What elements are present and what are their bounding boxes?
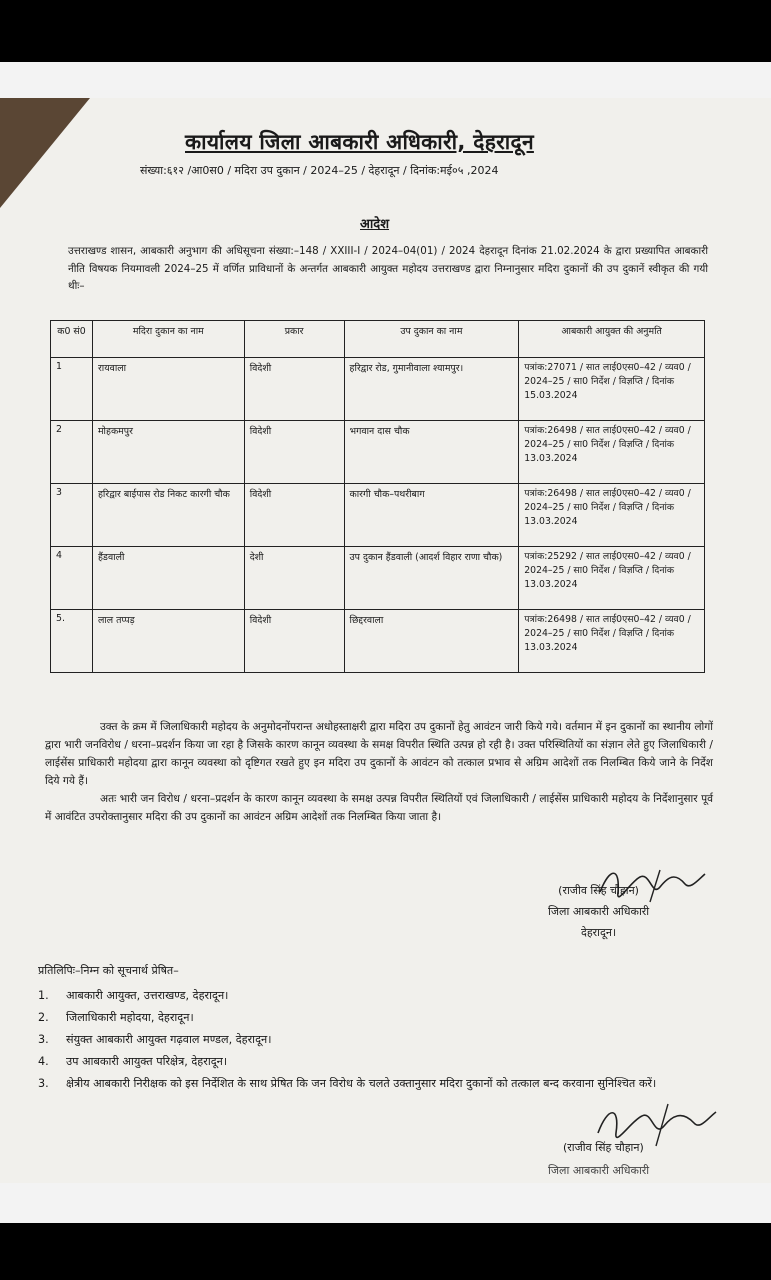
cell-type: विदेशी bbox=[244, 610, 344, 673]
cell-serial: 1 bbox=[51, 358, 93, 421]
intro-paragraph: उत्तराखण्ड शासन, आबकारी अनुभाग की अधिसूचना संख्या:–148 / XXIII-I / 2024–04(01) / 2024 देहरादून दिनांक 21.02.2024 के द्वारा प्रख्यापित आबकारी नीति विषयक नियमावली 2024–25 में वर्णित प्राविधानों के अन्तर्गत आबकारी आयुक्त महोदय उत्तराखण्ड द्वारा निम्नानुसार मदिरा दुकानों की उप दुकानें स्वीकृत की गयी थीः– bbox=[68, 245, 708, 292]
body-text bbox=[45, 718, 713, 826]
signatory-name-2: (राजीव सिंह चौहान) bbox=[563, 1141, 644, 1154]
signatory-place: देहरादून। bbox=[581, 926, 617, 939]
cell-type: विदेशी bbox=[244, 484, 344, 547]
cell-type: विदेशी bbox=[244, 358, 344, 421]
body-paragraph-1: उक्त के क्रम में जिलाधिकारी महोदय के अनुमोदनोंपरान्त अधोहस्ताक्षरी द्वारा मदिरा उप दुकानों हेतु आवंटन जारी किये गये। वर्तमान में इन दुकानों का स्थानीय लोगों द्वारा भारी जनविरोध / धरना–प्रदर्शन किया जा रहा है जिसके कारण कानून व्यवस्था के समक्ष विपरीत स्थिति उत्पन्न हो रही है। उक्त परिस्थितियों का संज्ञान लेते हुए जिलाधिकारी / लाईसेंस प्राधिकारी महोदया द्वारा कानून व्यवस्था को दृष्टिगत रखते हुए इन मदिरा उप दुकानों के आवंटन को तत्काल प्रभाव से अग्रिम आदेशों तक निलम्बित किये जाने के निर्देश दिये गये हैं। bbox=[45, 721, 713, 787]
signatory-name: (राजीव सिंह चौहान) bbox=[558, 884, 639, 897]
signatory-designation-2: जिला आबकारी अधिकारी bbox=[548, 1164, 650, 1177]
header-serial: क0 सं0 bbox=[51, 321, 93, 358]
signatory-designation: जिला आबकारी अधिकारी bbox=[548, 905, 650, 918]
cell-sub-shop: कारगी चौक–पथरीबाग bbox=[344, 484, 519, 547]
office-title: कार्यालय जिला आबकारी अधिकारी, देहरादून bbox=[185, 130, 534, 154]
cell-sub-shop: हरिद्वार रोड, गुमानीवाला श्यामपुर। bbox=[344, 358, 519, 421]
cell-sub-shop: उप दुकान हैंडवाली (आदर्श विहार राणा चौक) bbox=[344, 547, 519, 610]
top-margin bbox=[0, 62, 771, 100]
cell-serial: 5. bbox=[51, 610, 93, 673]
list-item: 3. संयुक्त आबकारी आयुक्त गढ़वाल मण्डल, देहरादून। bbox=[38, 1033, 272, 1046]
bottom-margin bbox=[0, 1183, 771, 1223]
cell-permission: पत्रांक:25292 / सात लाई0एस0–42 / व्यव0 / 2024–25 / सा0 निर्देश / विज्ञप्ति / दिनांक 13.03.2024 bbox=[519, 547, 705, 610]
cell-permission: पत्रांक:26498 / सात लाई0एस0–42 / व्यव0 / 2024–25 / सा0 निर्देश / विज्ञप्ति / दिनांक 13.03.2024 bbox=[519, 484, 705, 547]
copy-list bbox=[38, 985, 728, 1095]
desk-corner bbox=[0, 98, 90, 208]
cell-permission: पत्रांक:27071 / सात लाई0एस0–42 / व्यव0 / 2024–25 / सा0 निर्देश / विज्ञप्ति / दिनांक 15.03.2024 bbox=[519, 358, 705, 421]
cell-shop: लाल तप्पड़ bbox=[92, 610, 244, 673]
header-sub-shop-name: उप दुकान का नाम bbox=[344, 321, 519, 358]
cell-serial: 3 bbox=[51, 484, 93, 547]
cell-shop: मोहकमपुर bbox=[92, 421, 244, 484]
table-row bbox=[51, 421, 705, 484]
reference-number: संख्या:६१२ /आ0स0 / मदिरा उप दुकान / 2024–25 / देहरादून / दिनांक:मई०५ ,2024 bbox=[140, 164, 499, 177]
cell-type: विदेशी bbox=[244, 421, 344, 484]
cell-type: देशी bbox=[244, 547, 344, 610]
cell-sub-shop: छिद्दरवाला bbox=[344, 610, 519, 673]
cell-permission: पत्रांक:26498 / सात लाई0एस0–42 / व्यव0 / 2024–25 / सा0 निर्देश / विज्ञप्ति / दिनांक 13.03.2024 bbox=[519, 610, 705, 673]
cell-shop: हरिद्वार बाईपास रोड निकट कारगी चौक bbox=[92, 484, 244, 547]
cell-serial: 4 bbox=[51, 547, 93, 610]
list-item: 3. क्षेत्रीय आबकारी निरीक्षक को इस निर्देशित के साथ प्रेषित कि जन विरोध के चलते उक्तानुसार मदिरा दुकानों को तत्काल बन्द करवाना सुनिश्चित करें। bbox=[38, 1077, 657, 1090]
header-shop-name: मदिरा दुकान का नाम bbox=[92, 321, 244, 358]
signature-block bbox=[548, 880, 649, 943]
list-item: 1. आबकारी आयुक्त, उत्तराखण्ड, देहरादून। bbox=[38, 989, 229, 1002]
table-row bbox=[51, 610, 705, 673]
bottom-black-bar bbox=[0, 1223, 771, 1280]
order-heading: आदेश bbox=[360, 217, 390, 232]
header-permission: आबकारी आयुक्त की अनुमति bbox=[519, 321, 705, 358]
table-row bbox=[51, 547, 705, 610]
cell-serial: 2 bbox=[51, 421, 93, 484]
list-item: 2. जिलाधिकारी महोदया, देहरादून। bbox=[38, 1011, 194, 1024]
top-black-bar bbox=[0, 0, 771, 62]
table-header-row bbox=[51, 321, 705, 358]
table-row bbox=[51, 358, 705, 421]
sub-shop-table bbox=[50, 320, 705, 673]
cell-permission: पत्रांक:26498 / सात लाई0एस0–42 / व्यव0 / 2024–25 / सा0 निर्देश / विज्ञप्ति / दिनांक 13.03.2024 bbox=[519, 421, 705, 484]
cell-shop: हैंडवाली bbox=[92, 547, 244, 610]
list-item: 4. उप आबकारी आयुक्त परिक्षेत्र, देहरादून। bbox=[38, 1055, 228, 1068]
body-paragraph-2: अतः भारी जन विरोध / धरना–प्रदर्शन के कारण कानून व्यवस्था के समक्ष उत्पन्न विपरीत स्थितियों एवं जिलाधिकारी / लाईसेंस प्राधिकारी महोदय के निर्देशानुसार पूर्व में आवंटित उपरोक्तानुसार मदिरा की उप दुकानों का आवंटन अग्रिम आदेशों तक निलम्बित किया जाता है। bbox=[45, 793, 713, 823]
cell-shop: रायवाला bbox=[92, 358, 244, 421]
table-row bbox=[51, 484, 705, 547]
cell-sub-shop: भगवान दास चौक bbox=[344, 421, 519, 484]
copy-heading: प्रतिलिपिः–निम्न को सूचनार्थ प्रेषित– bbox=[38, 964, 179, 977]
header-type: प्रकार bbox=[244, 321, 344, 358]
